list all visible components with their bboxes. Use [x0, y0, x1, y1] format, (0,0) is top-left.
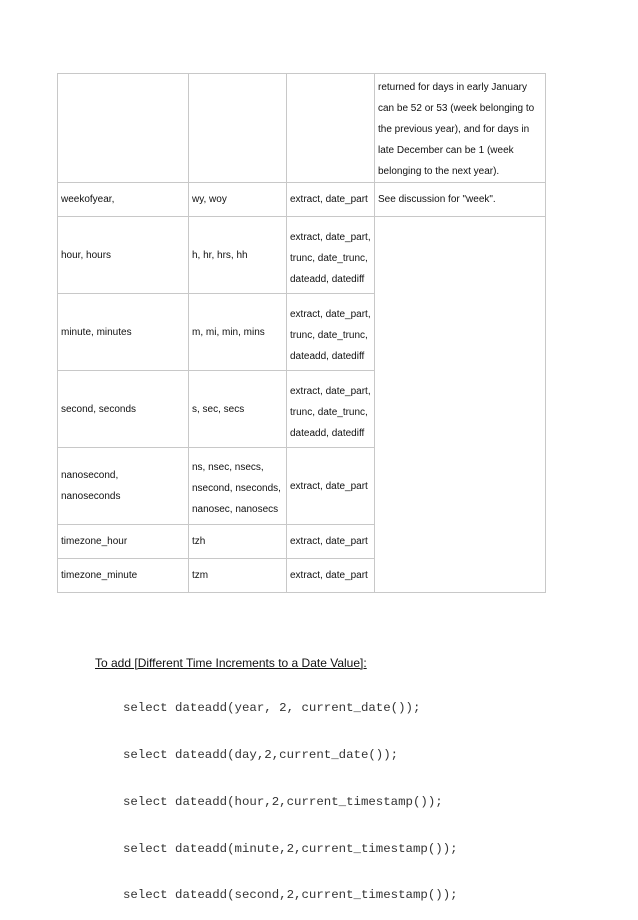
cell-name: timezone_hour: [58, 525, 189, 559]
cell-name: weekofyear,: [58, 183, 189, 217]
cell-abbrev: [189, 74, 287, 183]
cell-abbrev: ns, nsec, nsecs, nsecond, nseconds, nanosec, nanosecs: [189, 448, 287, 525]
cell-notes-empty: [375, 217, 546, 593]
code-block: [123, 670, 458, 920]
code-line: select dateadd(hour,2,current_timestamp());: [123, 794, 443, 809]
cell-abbrev: wy, woy: [189, 183, 287, 217]
cell-abbrev: m, mi, min, mins: [189, 294, 287, 371]
table-row: [58, 183, 546, 217]
cell-functions: extract, date_part: [287, 525, 375, 559]
cell-name: second, seconds: [58, 371, 189, 448]
cell-functions: extract, date_part: [287, 448, 375, 525]
table-row: [58, 74, 546, 183]
cell-notes: See discussion for "week".: [375, 183, 546, 217]
cell-abbrev: h, hr, hrs, hh: [189, 217, 287, 294]
cell-abbrev: s, sec, secs: [189, 371, 287, 448]
cell-name: hour, hours: [58, 217, 189, 294]
cell-abbrev: tzm: [189, 559, 287, 593]
cell-functions: extract, date_part: [287, 559, 375, 593]
cell-functions: extract, date_part, trunc, date_trunc, dateadd, datediff: [287, 371, 375, 448]
cell-name: timezone_minute: [58, 559, 189, 593]
code-line: select dateadd(year, 2, current_date());: [123, 701, 421, 716]
cell-functions: extract, date_part, trunc, date_trunc, dateadd, datediff: [287, 294, 375, 371]
cell-abbrev: tzh: [189, 525, 287, 559]
code-line: select dateadd(minute,2,current_timestamp());: [123, 841, 458, 856]
cell-name: minute, minutes: [58, 294, 189, 371]
cell-functions: extract, date_part: [287, 183, 375, 217]
date-part-table: [57, 73, 546, 593]
code-line: select dateadd(day,2,current_date());: [123, 747, 399, 762]
cell-name: [58, 74, 189, 183]
table-row: [58, 217, 546, 294]
code-line: select dateadd(second,2,current_timestamp());: [123, 888, 458, 903]
cell-functions: extract, date_part, trunc, date_trunc, dateadd, datediff: [287, 217, 375, 294]
cell-functions: [287, 74, 375, 183]
cell-notes: returned for days in early January can be 52 or 53 (week belonging to the previous year), and for days in late December can be 1 (week belonging to the next year).: [375, 74, 546, 183]
section-caption: To add [Different Time Increments to a Date Value]:: [95, 656, 367, 670]
cell-name: nanosecond, nanoseconds: [58, 448, 189, 525]
